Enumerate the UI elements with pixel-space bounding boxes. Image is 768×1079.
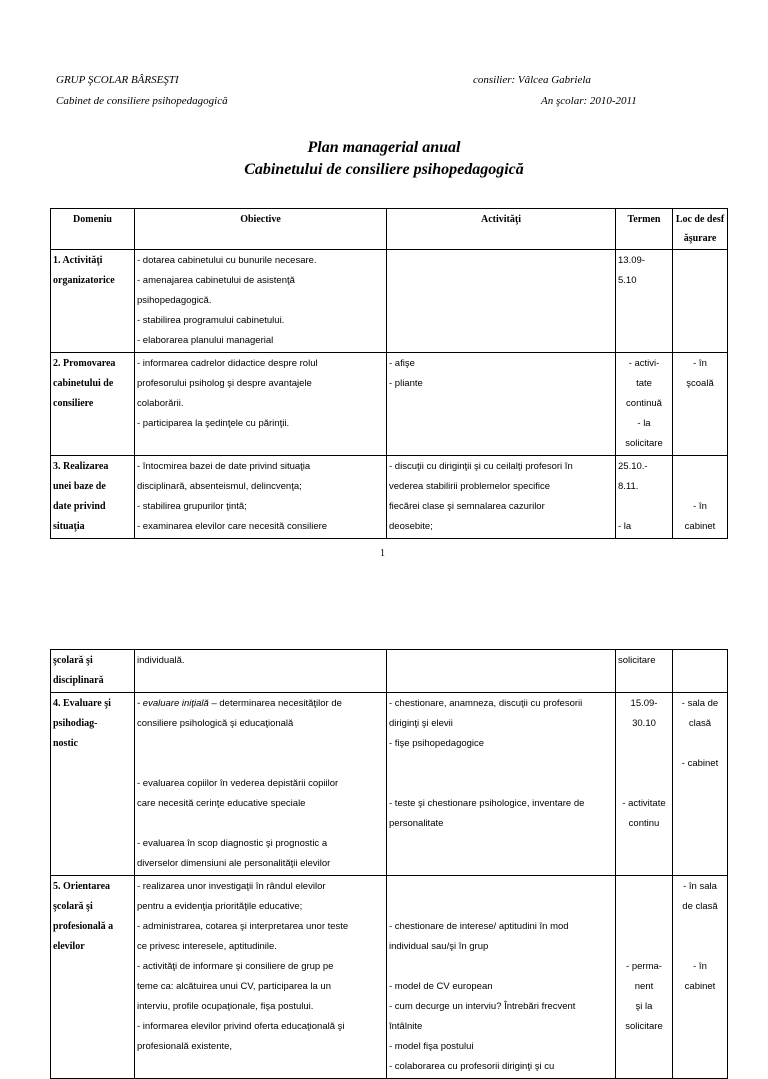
cell-line: [389, 897, 613, 917]
cell-line: - în sala: [683, 881, 717, 892]
cell-line: 13.09-: [618, 255, 645, 266]
cell-line: consiliere: [53, 398, 94, 409]
cell-line: - model de CV european: [389, 981, 493, 992]
cell-line: consiliere psihologică şi educaţională: [137, 718, 294, 729]
cabinet-name: Cabinet de consiliere psihopedagogică: [56, 95, 228, 107]
cell-domain: [51, 650, 135, 693]
cell-line: psihodiag-: [53, 718, 98, 729]
cell-line: - teste şi chestionare psihologice, inventare de: [389, 798, 585, 809]
cell-line: [137, 814, 384, 834]
cell-line: individual sau/şi în grup: [389, 941, 489, 952]
cell-line: vederea stabilirii problemelor specifice: [389, 481, 551, 492]
cell-line: cabinetului de: [53, 378, 114, 389]
column-header-objectives: Obiective: [135, 209, 387, 250]
cell-line: 4. Evaluare şi: [53, 698, 111, 709]
cell-line: disciplinară, absenteismul, delincvenţa;: [137, 481, 302, 492]
cell-line: diverselor dimensiuni ale personalităţii elevilor: [137, 858, 331, 869]
table-row: [51, 693, 728, 876]
cell-line: date privind: [53, 501, 106, 512]
cell-place: [673, 456, 728, 539]
cell-line: întâlnite: [389, 1021, 423, 1032]
cell-domain: [51, 456, 135, 539]
cell-line: - activi-: [628, 358, 660, 369]
cell-line: fiecărei clase şi semnalarea cazurilor: [389, 501, 545, 512]
cell-term: [616, 250, 673, 353]
cell-line: [675, 917, 725, 937]
cell-line: care necesită cerinţe educative speciale: [137, 798, 306, 809]
cell-line: - la: [618, 521, 632, 532]
cell-line: continu: [628, 818, 660, 829]
cell-line: [618, 877, 670, 897]
cell-line: [618, 497, 670, 517]
cell-line: 3. Realizarea: [53, 461, 109, 472]
cell-place: [673, 353, 728, 456]
cell-line: [137, 754, 384, 774]
school-year: An şcolar: 2010-2011: [541, 95, 637, 107]
cell-line: [618, 937, 670, 957]
cell-line: - în: [693, 501, 707, 512]
table-row: [51, 353, 728, 456]
column-header-place: Loc de desfăşurare: [673, 209, 728, 250]
cell-line: deosebite;: [389, 521, 433, 532]
cell-line: interviu, profile ocupaţionale, fişa postului.: [137, 1001, 314, 1012]
cell-line: - examinarea elevilor care necesită consiliere: [137, 521, 328, 532]
cell-line: - stabilirea grupurilor ţintă;: [137, 501, 247, 512]
cell-line: elevilor: [53, 941, 85, 952]
column-header-domain: Domeniu: [51, 209, 135, 250]
cell-line: diriginţi şi elevii: [389, 718, 453, 729]
cell-line: teme ca: alcătuirea unui CV, participarea la un: [137, 981, 331, 992]
cell-line: - evaluarea în scop diagnostic şi prognostic a: [137, 838, 328, 849]
cell-line: 2. Promovarea: [53, 358, 116, 369]
column-header-term: Termen: [616, 209, 673, 250]
cell-place: [673, 876, 728, 1079]
cell-line: - administrarea, cotarea şi interpretarea unor teste: [137, 921, 349, 932]
cell-line: [618, 754, 670, 774]
cell-line: - discuţii cu diriginţii şi cu ceilalţi profesori în: [389, 461, 573, 472]
cell-activities: [387, 876, 616, 1079]
cell-line: nostic: [53, 738, 78, 749]
cell-line: şcolară şi: [53, 901, 93, 912]
cell-term: [616, 353, 673, 456]
cell-line: - elaborarea planului managerial: [137, 335, 274, 346]
cell-line: psihopedagogică.: [137, 295, 212, 306]
cell-place: [673, 693, 728, 876]
cell-term: [616, 650, 673, 693]
cell-line: - realizarea unor investigaţii în rândul elevilor: [137, 881, 326, 892]
counselor-name: consilier: Vâlcea Gabriela: [473, 74, 591, 86]
cell-line: nent: [634, 981, 654, 992]
table-header-row: [51, 209, 728, 250]
cell-line: - întocmirea bazei de date privind situaţia: [137, 461, 311, 472]
cell-line: profesorului psiholog şi despre avantajele: [137, 378, 312, 389]
cell-line: solicitare: [625, 438, 663, 449]
cell-line: [389, 774, 613, 794]
cell-line: ce privesc interesele, aptitudinile.: [137, 941, 277, 952]
cell-objectives: [135, 876, 387, 1079]
cell-line: - în: [693, 961, 707, 972]
cell-line: individuală.: [137, 655, 185, 666]
cell-line: - afişe: [389, 358, 415, 369]
cell-line: profesională existente,: [137, 1041, 233, 1052]
cell-activities: [387, 353, 616, 456]
cell-line: - fişe psihopedagogice: [389, 738, 485, 749]
cell-domain: [51, 353, 135, 456]
cell-line: [675, 734, 725, 754]
table-row: [51, 650, 728, 693]
cell-place: [673, 650, 728, 693]
cell-line: situaţia: [53, 521, 85, 532]
cell-line: solicitare: [625, 1021, 663, 1032]
plan-table-page-1: [50, 208, 728, 539]
cell-line: 5. Orientarea: [53, 881, 111, 892]
cell-line: - activitate: [622, 798, 666, 809]
table-row: [51, 250, 728, 353]
cell-line: - colaborarea cu profesorii diriginţi şi cu: [389, 1061, 555, 1072]
cell-line: pentru a evidenţia priorităţile educative;: [137, 901, 303, 912]
cell-objectives: [135, 693, 387, 876]
cell-line: [389, 754, 613, 774]
cell-line: personalitate: [389, 818, 444, 829]
cell-line: tate: [636, 378, 652, 389]
cell-line: cabinet: [684, 981, 716, 992]
cell-line: disciplinară: [53, 675, 104, 686]
cell-domain: [51, 250, 135, 353]
cell-line: 30.10: [632, 718, 656, 729]
cell-domain: [51, 693, 135, 876]
cell-term: [616, 693, 673, 876]
cell-line: unei baze de: [53, 481, 106, 492]
school-name: GRUP ŞCOLAR BÂRSEŞTI: [56, 74, 179, 86]
cell-line: - activităţi de informare şi consiliere de grup pe: [137, 961, 334, 972]
cell-line: [389, 957, 613, 977]
cell-line: - model fişa postului: [389, 1041, 474, 1052]
cell-line: - informarea elevilor privind oferta educaţională şi: [137, 1021, 345, 1032]
cell-line: [675, 937, 725, 957]
document-title: Plan managerial anual: [307, 139, 461, 156]
cell-line: 5.10: [618, 275, 637, 286]
cell-line: - stabilirea programului cabinetului.: [137, 315, 285, 326]
cell-line: cabinet: [684, 521, 716, 532]
cell-line: organizatorice: [53, 275, 115, 286]
cell-line: 25.10.-: [618, 461, 648, 472]
cell-line: [675, 457, 725, 477]
cell-line: [389, 877, 613, 897]
cell-term: [616, 456, 673, 539]
cell-line: clasă: [688, 718, 712, 729]
cell-line: şi la: [635, 1001, 653, 1012]
cell-activities: [387, 456, 616, 539]
document-subtitle: Cabinetului de consiliere psihopedagogică: [244, 161, 524, 178]
cell-activities: [387, 250, 616, 353]
cell-line: şcolară şi: [53, 655, 93, 666]
cell-line: de clasă: [682, 901, 718, 912]
cell-line: [137, 734, 384, 754]
cell-line: continuă: [626, 398, 662, 409]
cell-line: - pliante: [389, 378, 423, 389]
cell-domain: [51, 876, 135, 1079]
cell-line: - informarea cadrelor didactice despre rolul: [137, 358, 318, 369]
table-body: [51, 650, 728, 1079]
table-body: [51, 250, 728, 539]
cell-line: - participarea la şedinţele cu părinţii.: [137, 418, 290, 429]
cell-line: - în: [693, 358, 707, 369]
table-row: [51, 876, 728, 1079]
cell-line: 15.09-: [630, 698, 658, 709]
cell-objectives: [135, 650, 387, 693]
cell-line: - la: [637, 418, 651, 429]
cell-objectives: [135, 353, 387, 456]
column-header-activities: Activităţi: [387, 209, 616, 250]
cell-activities: [387, 650, 616, 693]
cell-line: - cabinet: [681, 758, 719, 769]
cell-line: şcoală: [686, 378, 714, 389]
cell-line: colaborării.: [137, 398, 184, 409]
cell-line: - cum decurge un interviu? Întrebări frecvent: [389, 1001, 576, 1012]
cell-line: solicitare: [618, 655, 656, 666]
page-number: 1: [380, 548, 385, 559]
cell-line: 8.11.: [618, 481, 639, 492]
cell-line: - perma-: [626, 961, 662, 972]
cell-line: [618, 897, 670, 917]
cell-objectives: [135, 250, 387, 353]
cell-line: - chestionare, anamneza, discuţii cu profesorii: [389, 698, 583, 709]
cell-line: - chestionare de interese/ aptitudini în mod: [389, 921, 569, 932]
cell-line: - dotarea cabinetului cu bunurile necesare.: [137, 255, 317, 266]
cell-line: [618, 774, 670, 794]
cell-line: - amenajarea cabinetului de asistenţă: [137, 275, 295, 286]
cell-line: [675, 477, 725, 497]
cell-line: 1. Activităţi: [53, 255, 103, 266]
cell-line: - evaluarea copiilor în vederea depistării copiilor: [137, 778, 339, 789]
cell-objectives: [135, 456, 387, 539]
plan-table-page-2: [50, 649, 728, 1079]
cell-activities: [387, 693, 616, 876]
cell-place: [673, 250, 728, 353]
cell-line: [618, 734, 670, 754]
cell-line: - sala de: [681, 698, 719, 709]
cell-line: [618, 917, 670, 937]
table-row: [51, 456, 728, 539]
cell-line: - evaluare iniţială – determinarea necesităţilor de: [137, 698, 342, 709]
cell-term: [616, 876, 673, 1079]
cell-line: profesională a: [53, 921, 114, 932]
